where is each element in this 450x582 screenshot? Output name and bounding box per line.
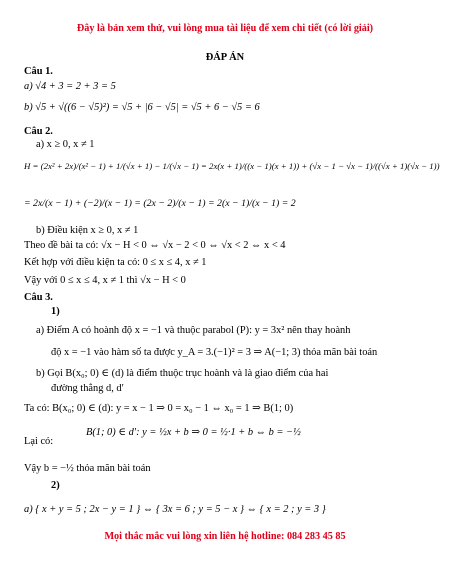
q2-a-condition: a) x ≥ 0, x ≠ 1 [36,139,95,150]
q3-1b-conclusion: Vậy b = −½ thỏa mãn bài toán [24,463,151,474]
q1-heading: Câu 1. [24,66,53,77]
q3-1b-line1: b) Gọi B(x₀; 0) ∈ (d) là điểm thuộc trục hoành và là giao điểm của hai [36,368,329,379]
q2-h-expression: H = (2x² + 2x)/(x² − 1) + 1/(√x + 1) − 1/(√x − 1) = 2x(x + 1)/((x − 1)(x + 1)) + (√x − 1 − √x − 1)/((√x + 1)(√x − 1)) [24,161,440,171]
q3-1b-ta-co: Ta có: B(x₀; 0) ∈ (d): y = x − 1 ⇒ 0 = x₀ − 1 ⇔ x₀ = 1 ⇒ B(1; 0) [24,403,294,414]
q3-heading: Câu 3. [24,292,53,303]
q2-h-result: = 2x/(x − 1) + (−2)/(x − 1) = (2x − 2)/(x − 1) = 2(x − 1)/(x − 1) = 2 [24,198,296,209]
footer-notice: Mọi thắc mắc vui lòng xin liên hệ hotline: 084 283 45 85 [104,531,346,542]
q1-a: a) √4 + 3 = 2 + 3 = 5 [24,81,116,92]
q2-b-condition: b) Điều kiện x ≥ 0, x ≠ 1 [36,225,139,236]
q3-1a-line1: a) Điểm A có hoành độ x = −1 và thuộc parabol (P): y = 3x² nên thay hoành [36,325,351,336]
q3-part1: 1) [51,306,60,317]
q3-2a-system: a) { x + y = 5 ; 2x − y = 1 } ⇔ { 3x = 6 ; y = 5 − x } ⇔ { x = 2 ; y = 3 } [24,504,326,515]
header-notice: Đây là bản xem thử, vui lòng mua tài liệu để xem chi tiết (có lời giải) [76,23,374,34]
q3-part2: 2) [51,480,60,491]
q3-1b-line2: đường thẳng d, d′ [51,383,124,394]
q2-b-inequality: Theo đề bài ta có: √x − H < 0 ⇔ √x − 2 < 0 ⇔ √x < 2 ⇔ x < 4 [24,240,286,251]
q2-b-conclusion: Vậy với 0 ≤ x ≤ 4, x ≠ 1 thì √x − H < 0 [24,275,186,286]
q2-heading: Câu 2. [24,126,53,137]
answer-title: ĐÁP ÁN [205,52,245,63]
q3-1b-b-point: B(1; 0) ∈ d′: y = ½x + b ⇒ 0 = ½·1 + b ⇔ b = −½ [86,427,301,438]
q3-1a-line2: độ x = −1 vào hàm số ta được y_A = 3.(−1)² = 3 ⇒ A(−1; 3) thỏa mãn bài toán [51,347,378,358]
q3-1b-lai-co: Lại có: [24,436,54,447]
q1-b: b) √5 + √((6 − √5)²) = √5 + |6 − √5| = √5 + 6 − √5 = 6 [24,102,260,113]
q2-b-combine: Kết hợp với điều kiện ta có: 0 ≤ x ≤ 4, x ≠ 1 [24,257,207,268]
